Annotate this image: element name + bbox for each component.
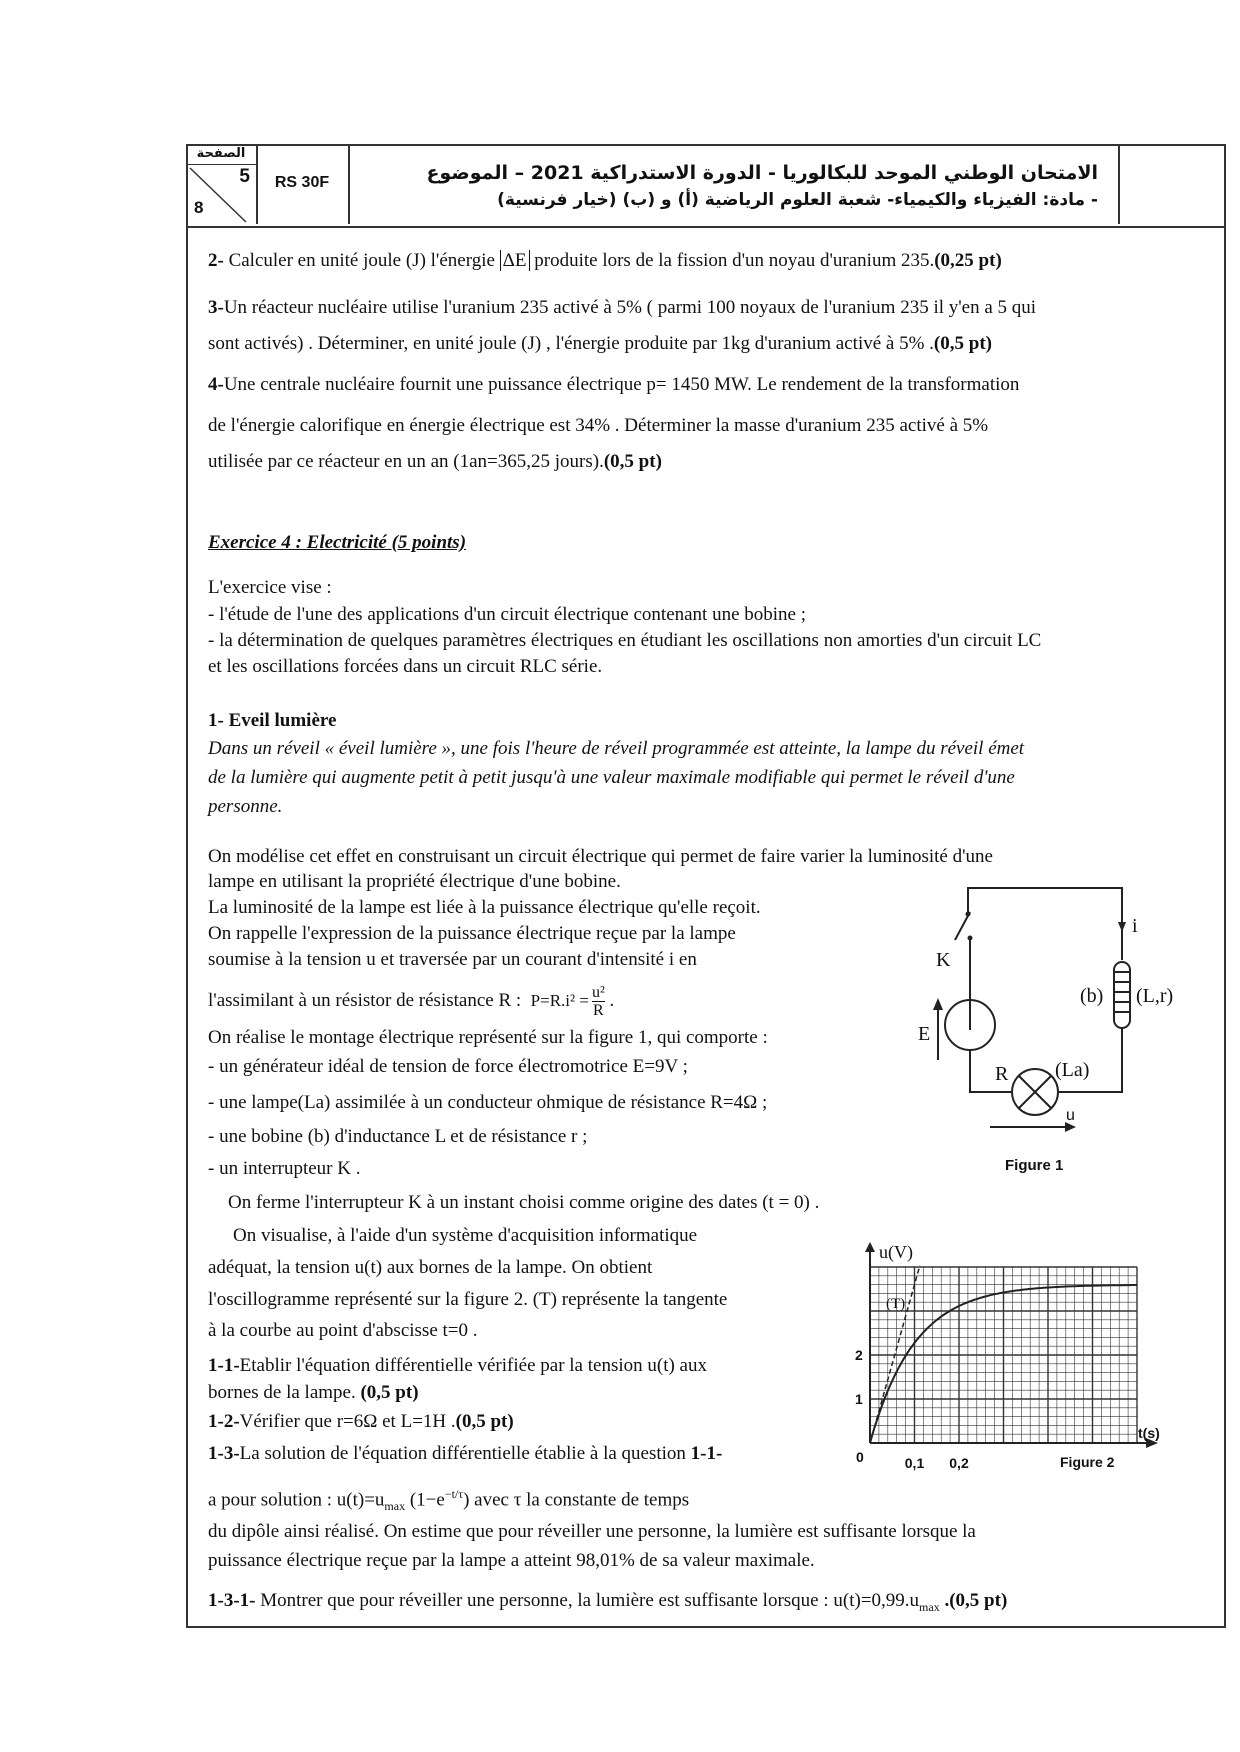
question-points: (0,25 pt)	[934, 250, 1002, 271]
component-item: - une lampe(La) assimilée à un conducteur ohmique de résistance R=4Ω ;	[208, 1092, 768, 1113]
question-text: Montrer que pour réveiller une personne, la lumière est suffisante lorsque : u(t)=0,99.u	[255, 1590, 920, 1611]
question-text: utilisée par ce réacteur en un an (1an=365,25 jours).	[208, 451, 604, 472]
context-text: personne.	[208, 796, 283, 817]
question-number: 1-3-1-	[208, 1590, 256, 1611]
formula-subscript: max	[384, 1499, 406, 1514]
circuit-diagram	[900, 880, 1200, 1150]
y-axis-label: u(V)	[879, 1242, 913, 1262]
question-points: (0,5 pt)	[933, 333, 992, 354]
component-item: - un générateur idéal de tension de force électromotrice E=9V ;	[208, 1056, 688, 1077]
paragraph: On rappelle l'expression de la puissance électrique reçue par la lampe	[208, 923, 736, 944]
question-points: (0,5 pt)	[360, 1382, 419, 1403]
paragraph: l'assimilant à un résistor de résistance R :	[208, 989, 522, 1011]
label-la: (La)	[1055, 1059, 1090, 1081]
figure-1-caption: Figure 1	[1005, 1157, 1064, 1174]
paragraph: soumise à la tension u et traversée par un courant d'intensité i en	[208, 949, 697, 970]
exercise-aim: - l'étude de l'une des applications d'un circuit électrique contenant une bobine ;	[208, 604, 807, 625]
question-2	[208, 250, 1002, 272]
page-number: 5	[239, 166, 250, 187]
label-b: (b)	[1080, 985, 1104, 1007]
y-tick-label: 1	[855, 1391, 863, 1407]
label-i: i	[1132, 915, 1138, 937]
context-text: Dans un réveil « éveil lumière », une fois l'heure de réveil programmée est atteinte, la lampe du réveil émet	[208, 738, 1025, 759]
y-tick-label: 2	[855, 1347, 863, 1363]
title-box	[348, 144, 1120, 224]
question-text: La solution de l'équation différentielle établie à la question	[239, 1443, 691, 1464]
question-number: 1-1-	[208, 1355, 240, 1376]
question-number: 1-2-	[208, 1411, 240, 1432]
question-points: (0,5 pt)	[603, 451, 662, 472]
question-reference: 1-1-	[690, 1443, 723, 1464]
question-text: Un réacteur nucléaire utilise l'uranium 235 activé à 5% ( parmi 100 noyaux de l'uranium 235 il y'en a 5 qui	[223, 297, 1037, 318]
question-text: Etablir l'équation différentielle vérifiée par la tension u(t) aux	[239, 1355, 707, 1376]
switch-contact	[968, 936, 973, 941]
question-4-line2: de l'énergie calorifique en énergie électrique est 34% . Déterminer la masse d'uranium 235 activé à 5%	[208, 415, 989, 436]
paragraph: On visualise, à l'aide d'un système d'acquisition informatique	[233, 1225, 698, 1246]
question-number: 4-	[208, 374, 224, 395]
paragraph: l'oscillogramme représenté sur la figure 2. (T) représente la tangente	[208, 1289, 728, 1310]
paragraph: On réalise le montage électrique représenté sur la figure 1, qui comporte :	[208, 1027, 768, 1048]
solution-formula: a pour solution : u(t)=u	[208, 1489, 385, 1511]
formula-subscript: max	[919, 1599, 940, 1614]
question-1-1-cont	[208, 1382, 419, 1404]
solution-formula: (1−e	[405, 1489, 445, 1511]
label-k: K	[936, 949, 951, 971]
delta-e-symbol: ΔE	[500, 250, 530, 271]
question-1-2	[208, 1411, 514, 1433]
code-box	[256, 144, 350, 224]
x-axis-label: t(s)	[1138, 1425, 1160, 1441]
exercise-title: Exercice 4 : Electricité (5 points)	[208, 532, 467, 553]
figure-2-caption: Figure 2	[1060, 1454, 1115, 1470]
question-1-3-1	[208, 1590, 1007, 1618]
part-title: 1- Eveil lumière	[208, 710, 337, 731]
question-1-3	[208, 1443, 722, 1465]
page-total: 8	[194, 198, 204, 217]
power-formula-line: l'assimilant à un résistor de résistance R : P=R.i² = $\frac{\text{u²}}{R}$ .	[208, 984, 615, 1019]
label-r: R	[995, 1063, 1009, 1085]
formula-exponent: −t/τ	[444, 1487, 464, 1501]
exam-code: RS 30F	[274, 174, 330, 191]
power-formula: P=R.i² =	[530, 990, 589, 1010]
paragraph: du dipôle ainsi réalisé. On estime que pour réveiller une personne, la lumière est suffisante lorsque la	[208, 1521, 976, 1542]
label-lr: (L,r)	[1136, 985, 1174, 1007]
fraction-denominator: R	[593, 1002, 604, 1019]
question-number: 3-	[208, 297, 224, 318]
y-axis-arrow-icon	[865, 1242, 875, 1252]
paragraph: On ferme l'interrupteur K à un instant choisi comme origine des dates (t = 0) .	[228, 1192, 820, 1213]
question-1-1	[208, 1355, 707, 1377]
x-tick-label: 0,1	[904, 1455, 925, 1471]
question-3	[208, 297, 1036, 319]
component-item: - un interrupteur K .	[208, 1158, 361, 1179]
page-word: الصفحة	[186, 146, 256, 165]
arrow-i-icon	[1118, 922, 1126, 932]
exam-subject: - مادة: الفيزياء والكيمياء- شعبة العلوم الرياضية (أ) و (ب) (خيار فرنسية)	[497, 190, 1098, 210]
paragraph: adéquat, la tension u(t) aux bornes de la lampe. On obtient	[208, 1257, 653, 1278]
formula-fraction	[592, 984, 605, 1019]
exam-title: الامتحان الوطني الموحد للبكالوريا - الدورة الاستدراكية 2021 – الموضوع	[426, 162, 1098, 184]
context-text: de la lumière qui augmente petit à petit jusqu'à une valeur maximale modifiable qui permet le réveil d'une	[208, 767, 1015, 788]
arrow-e-head-icon	[933, 998, 943, 1010]
question-text: Vérifier que r=6Ω et L=1H .	[239, 1411, 456, 1432]
exercise-aim: et les oscillations forcées dans un circuit RLC série.	[208, 656, 603, 677]
question-text: bornes de la lampe.	[208, 1382, 361, 1403]
question-3-cont	[208, 333, 992, 355]
fraction-numerator: u²	[591, 984, 605, 1001]
wire	[968, 888, 1122, 960]
label-u: u	[1066, 1107, 1075, 1124]
exercise-intro: L'exercice vise :	[208, 577, 332, 598]
switch-contact	[966, 912, 971, 917]
exercise-aim: - la détermination de quelques paramètres électriques en étudiant les oscillations non amorties d'un circuit LC	[208, 630, 1042, 651]
label-e: E	[918, 1023, 931, 1045]
paragraph: à la courbe au point d'abscisse t=0 .	[208, 1320, 478, 1341]
tangent-label: (T)	[886, 1296, 906, 1312]
question-number: 2-	[208, 250, 224, 271]
question-number: 1-3-	[208, 1443, 240, 1464]
question-text: ) avec τ la constante de temps	[463, 1489, 690, 1511]
figure-2-chart	[850, 1240, 1190, 1490]
question-text: sont activés) . Déterminer, en unité joule (J) , l'énergie produite par 1kg d'uranium activé à 5% .	[208, 333, 934, 354]
paragraph: lampe en utilisant la propriété électrique d'une bobine.	[208, 871, 621, 892]
question-4	[208, 374, 1019, 396]
origin-label: 0	[856, 1449, 864, 1465]
question-points: (0,5 pt)	[455, 1411, 514, 1432]
question-text: Une centrale nucléaire fournit une puissance électrique p= 1450 MW. Le rendement de la transformation	[223, 374, 1020, 395]
question-text: produite lors de la fission d'un noyau d'uranium 235.	[529, 250, 935, 271]
paragraph: On modélise cet effet en construisant un circuit électrique qui permet de faire varier la luminosité d'une	[208, 846, 993, 867]
coil-icon	[1114, 962, 1130, 1028]
solution-line	[208, 1483, 689, 1517]
page-box	[186, 144, 258, 224]
question-4-line3	[208, 451, 662, 473]
x-tick-label: 0,2	[949, 1455, 969, 1471]
component-item: - une bobine (b) d'inductance L et de résistance r ;	[208, 1126, 588, 1147]
paragraph: puissance électrique reçue par la lampe a atteint 98,01% de sa valeur maximale.	[208, 1550, 815, 1571]
question-points: .(0,5 pt)	[939, 1590, 1008, 1611]
exam-header	[186, 144, 1226, 228]
paragraph: La luminosité de la lampe est liée à la puissance électrique qu'elle reçoit.	[208, 897, 761, 918]
question-text: Calculer en unité joule (J) l'énergie	[223, 250, 500, 271]
